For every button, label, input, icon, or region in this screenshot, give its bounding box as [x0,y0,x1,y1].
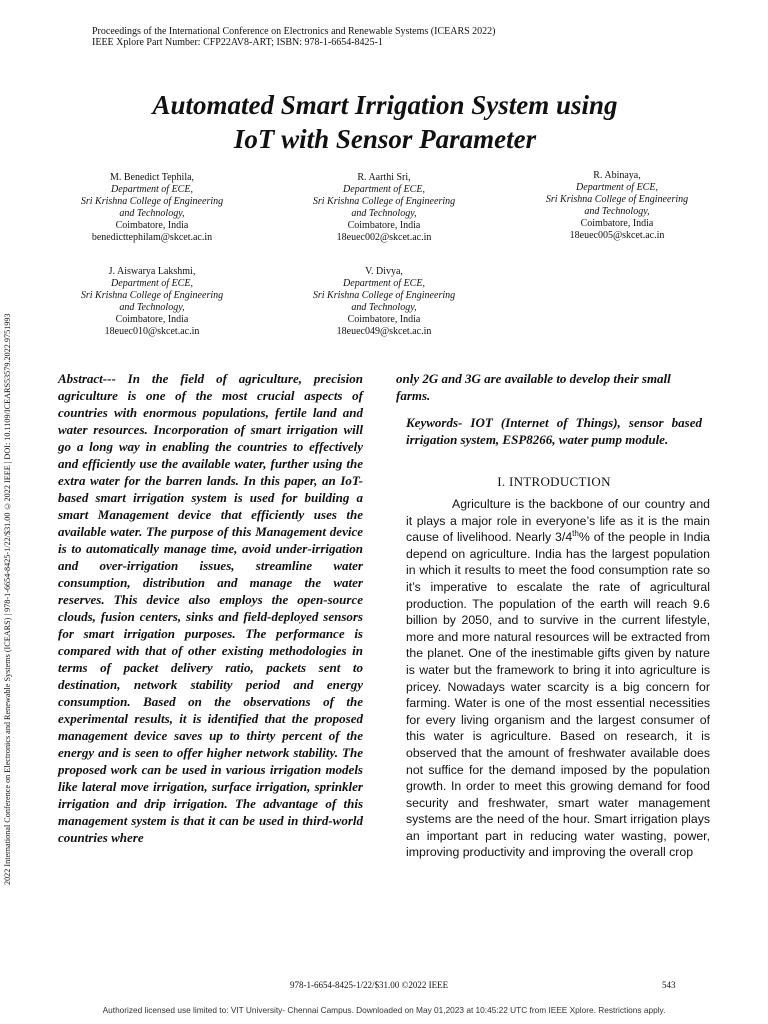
abstract-text: Abstract--- In the field of agriculture, precision agriculture is one of the most crucial aspects of countries with enormous populations, fertile land and water resources. Incorporation of smart irrigation will go a long way in enabling the countries to effectively and efficiently use the available water, further using the extra water for the barren lands. In this paper, an IoT-based smart irrigation system is used for building a smart Management device that efficiently uses the available water. The purpose of this Management device is to automatically manage time, avoid under-irrigation and over-irrigation issues, streamline water consumption, distribution and manage the water reserves. This device also employs the open-source clouds, fusion centers, sinks and field-deployed sensors for smart irrigation purposes. The performance is compared with that of other existing methodologies in terms of packet delivery ratio, packets sent to destination, network stability period and energy consumption. Based on the observations of the experimental results, it is identified that the proposed management device saves up to thirty percent of the energy and is seen to offer higher network stability. The proposed work can be used in various irrigation models like lateral move irrigation, surface irrigation, sprinkler irrigation and drip irrigation. The advantage of this management system is that it can be used in third-world countries where [58,371,363,845]
author-college-cont: and Technology, [119,302,185,313]
author-name: R. Aarthi Sri, [357,172,411,183]
abstract-continuation: only 2G and 3G are available to develop their small farms. [396,371,671,403]
page-number: 543 [662,980,676,990]
title-line-1: Automated Smart Irrigation System using [152,90,618,120]
author-block [517,170,717,242]
author-city: Coimbatore, India [115,220,189,231]
title-line-2: IoT with Sensor Parameter [233,124,537,154]
section-heading: I. INTRODUCTION [497,474,611,489]
author-city: Coimbatore, India [115,314,189,325]
proceedings-header: Proceedings of the International Conference on Electronics and Renewable Systems (ICEARS 2022) [92,26,496,37]
author-college-cont: and Technology, [119,208,185,219]
author-department: Department of ECE, [111,278,193,289]
author-name: V. Divya, [365,266,403,277]
author-college: Sri Krishna College of Engineering [312,290,456,301]
author-department: Department of ECE, [343,278,425,289]
ieee-part-number: IEEE Xplore Part Number: CFP22AV8-ART; ISBN: 978-1-6654-8425-1 [92,37,383,48]
author-name: R. Abinaya, [593,170,641,181]
paragraph-start: Agriculture is the backbone of our country and it plays a major role in everyone’s life as it is the main cause of livelihood. Nearly 3/4 [406,497,710,545]
author-block [284,172,484,244]
paragraph-rest: % of the people in India depend on agriculture. India has the largest population in which it results to meet the food consumption rate so it’s imperative to escalate the rate of agricultural production. The population of the earth will reach 9.6 billion by 2050, and to survive in the current lifestyle, more and more natural resources will be extracted from the planet. One of the inestimable gifts given by nature is water but the framework to bring it into agriculture is pricey. Nowadays water scarcity is a big concern for farming. Water is one of the most essential necessities for every living organism and the largest consumer of this water is agriculture. Based on research, it is observed that the amount of freshwater available does not suffice for the demand imposed by the population growth. In order to meet this growing demand for food security and freshwater, smart water management systems are the need of the hour. Smart irrigation plays an important part in reducing water wasting, power, improving productivity and improving the overall crop [406,530,710,860]
doi-side-banner: 2022 International Conference on Electronics and Renewable Systems (ICEARS) | 978-1-6654-8425-1/22/$31.00 ©2022 IEEE | DOI: 10.1109/ICEARS53579.2022.9751993 [3,313,12,885]
author-college-cont: and Technology, [584,206,650,217]
author-email: benedicttephilam@skcet.ac.in [91,232,213,243]
author-name: J. Aiswarya Lakshmi, [108,266,196,277]
author-name: M. Benedict Tephila, [109,172,195,183]
author-department: Department of ECE, [111,184,193,195]
author-email: 18euec049@skcet.ac.in [336,326,432,337]
superscript-th: th [572,529,579,539]
author-college: Sri Krishna College of Engineering [312,196,456,207]
author-block [52,172,252,244]
author-college: Sri Krishna College of Engineering [80,290,224,301]
author-college: Sri Krishna College of Engineering [80,196,224,207]
author-college-cont: and Technology, [351,208,417,219]
author-email: 18euec005@skcet.ac.in [569,230,665,241]
author-college-cont: and Technology, [351,302,417,313]
author-city: Coimbatore, India [347,314,421,325]
introduction-paragraph [406,496,710,861]
keywords: Keywords- IOT (Internet of Things), sensor based irrigation system, ESP8266, water pump module. [406,415,702,447]
license-notice: Authorized licensed use limited to: VIT University- Chennai Campus. Downloaded on May 01,2023 at 10:45:22 UTC from IEEE Xplore. Restrictions apply. [102,1005,666,1015]
author-block [52,266,252,338]
author-city: Coimbatore, India [347,220,421,231]
footer-isbn: 978-1-6654-8425-1/22/$31.00 ©2022 IEEE [290,980,449,990]
author-department: Department of ECE, [576,182,658,193]
author-college: Sri Krishna College of Engineering [545,194,689,205]
author-email: 18euec010@skcet.ac.in [104,326,200,337]
author-block [284,266,484,338]
author-email: 18euec002@skcet.ac.in [336,232,432,243]
author-city: Coimbatore, India [580,218,654,229]
author-department: Department of ECE, [343,184,425,195]
paper-title [60,88,710,156]
